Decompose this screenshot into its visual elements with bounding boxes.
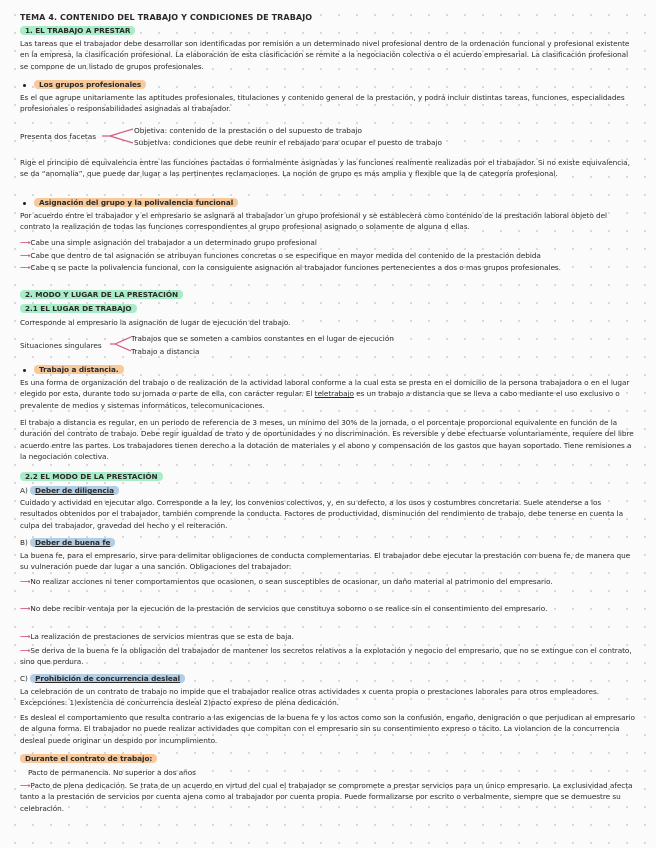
item-b-heading: B) Deber de buena fe	[20, 537, 638, 548]
s2-paragraph-2: Es una forma de organización del trabajo o de realización de la actividad laboral conforme a la cual esta se presta en el domicilio de la persona trabajadora o en el lugar elegido por esta, durante todo su jornada o parte de ella, con carácter regular. El teletrabajo es un trabajo a distancia que se lleva a cabo mediante el uso exclusivo o prevalente de medios y sistemas informáticos, telecomunicaciones.	[20, 378, 630, 410]
situacion-2: Trabajo a distancia	[131, 347, 200, 356]
item-b-arrow-2: ⟶No debe recibir ventaja por la ejecución de la prestación de servicios que constituya soborno o se realice sin el consentimiento del empresario.	[20, 604, 548, 613]
facetas-label: Presenta dos facetas	[20, 132, 97, 141]
faceta-objetiva: Objetiva: contenido de la prestación o del supuesto de trabajo	[134, 126, 362, 135]
arrow-icon: ⟶	[20, 646, 31, 655]
s1-paragraph-1: Las tareas que el trabajador debe desarrollar son identificadas por remisión a un determinado nivel profesional dentro de la ordenación funcional y profesional existente en la empresa, la clasificación profesional. La elaboración de esta clasificación se remite a la negociación colectiva o el acuerdo empresarial. La clasificación profesional se compone de un listado de grupos profesionales.	[20, 39, 630, 71]
item-a-heading: A) Deber de diligencia	[20, 485, 638, 496]
bullet-trabajo-distancia: Trabajo a distancia.	[20, 364, 638, 375]
bullet-dot	[23, 369, 26, 372]
arrow-item-2: ⟶Cabe que dentro de tal asignación se atribuyan funciones concretas o se especifique en mayor medida del contenido de la prestación debida	[20, 251, 541, 260]
arrow-icon: ⟶	[20, 604, 31, 613]
item-c-paragraph-2: Es desleal el comportamiento que resulta contrario a las exigencias de la buena fe y los actos como son la confusión, engaño, denigración o que perjudican al empresario de alguna forma. El trabajador no puede realizar actividades que compitan con el empresario sin su consentimiento expreso o tácito. La violancion de la concurrencia desleal puede originar un despido por incumplimiento.	[20, 713, 635, 745]
arrow-item-1: ⟶Cabe una simple asignación del trabajador a un determinado grupo profesional	[20, 238, 317, 247]
teletrabajo-term: teletrabajo	[314, 389, 354, 399]
section-2-heading: 2. MODO Y LUGAR DE LA PRESTACIÓN	[20, 289, 638, 300]
s1-paragraph-4: Por acuerdo entre el trabajador y el empresario se asignará al trabajador un grupo profesional y se establecerá como contenido de la prestación laboral objeto del contrato la realización de todas las funciones correspondientes al grupo profesional asignado o solamente de alguna d ellas.	[20, 211, 608, 232]
bullet-asignacion: Asignación del grupo y la polivalencia funcional	[20, 197, 638, 208]
item-b-paragraph: La buena fe, para el empresario, sirve para delimitar obligaciones de conducta complementarias. El trabajador debe ejecutar la prestación con buena fe, de manera que su vulneración puede dar lugar a una sanción. Obligaciones del trabajador:	[20, 551, 631, 572]
item-b-arrow-1: ⟶No realizar acciones ni tener comportamientos que ocasionen, o sean susceptibles de ocasionar, un daño material al patrimonio del empresario.	[20, 577, 553, 586]
s1-paragraph-3: Rige el principio de equivalencia entre las funciones pactadas o formalmente asignadas y las funciones realmente realizadas por el trabajador. Si no existe equivalencia, se da “anomalía”, que puede dar lugar a las pertinentes reclamaciones. La noción de grupo es más amplia y flexible que la de categoría profesional.	[20, 158, 630, 179]
situaciones-label: Situaciones singulares	[20, 341, 102, 350]
bracket-icon	[100, 125, 136, 151]
bullet-grupos: Los grupos profesionales	[20, 79, 638, 90]
arrow-icon: ⟶	[20, 781, 31, 790]
bullet-dot	[23, 84, 26, 87]
arrow-icon: ⟶	[20, 238, 31, 247]
situacion-1: Trabajos que se someten a cambios constantes en el lugar de ejecución	[131, 334, 394, 343]
item-a-paragraph: Cuidado y actividad en ejecutar algo. Corresponde a la ley, los convenios colectivos, y, en su defecto, a los usos y costumbres concretaria. Suele atenderse a los resultados obtenidos por el trabajador, también comprende la conducta. Factores de productividad, disminución del rendimiento de trabajo, debe tenerse en cuenta la culpa del trabajador, gravedad del hecho y el reiteración.	[20, 498, 624, 530]
durante-arrow-item: ⟶Pacto de plena dedicación. Se trata de un acuerdo en virtud del cual el trabajador se compromete a prestar servicios para un único empresario. La exclusividad afecta tanto a la prestación de servicios por cuenta ajena como al trabajador por cuenta propia. Puede formalizarse por escrito o verbalmente, siempre que se demuestre su celebración.	[20, 781, 633, 813]
arrow-icon: ⟶	[20, 251, 31, 260]
durante-heading: Durante el contrato de trabajo:	[20, 753, 638, 764]
faceta-subjetiva: Subjetiva: condiciones que debe reunir el rebajado para ocupar el puesto de trabajo	[134, 138, 442, 147]
item-c-heading: C) Prohibición de concurrencia desleal	[20, 673, 638, 684]
s2-paragraph-3: El trabajo a distancia es regular, en un periodo de referencia de 3 meses, un mínimo del 30% de la jornada, o el porcentaje proporcional equivalente en función de la duración del contrato de trabajo. Debe regir igualdad de trato y de oportunidades y no discriminación. Es reversible y debe efectuarse voluntariamente, requiere del libre acuerdo entre las partes. Los trabajadores tienen derecho a la dotación de materiales y el abono y compensación de los gastos que hayan soportado. Tiene remisiones a la negociación colectiva.	[20, 418, 634, 462]
page-title: TEMA 4. CONTENIDO DEL TRABAJO Y CONDICIONES DE TRABAJO	[20, 13, 313, 22]
item-b-arrow-4: ⟶Se deriva de la buena fe la obligación del trabajador de mantener los secretos relativos a la explotación y negocio del empresario, que no se extingue con el contrato, sino que perdura.	[20, 646, 632, 667]
s1-paragraph-2: Es el que agrupe unitariamente las aptitudes profesionales, titulaciones y contenido general de la prestación, y podrá incluir distintas tareas, funciones, especialidades profesionales o responsabilidades asignadas al trabajador.	[20, 93, 625, 114]
s2-paragraph-1: Corresponde al empresario la asignación de lugar de ejecución del trabajo.	[20, 318, 291, 327]
item-c-paragraph-1: La celebración de un contrato de trabajo no impide que el trabajador realice otras actividades x cuenta propia o prestaciones laborales para otros empleadores. Excepciones: 1)existencia de concurrencia desleal 2)pacto expreso de plena dedicación.	[20, 687, 599, 708]
bullet-dot	[23, 202, 26, 205]
section-1-heading: 1. EL TRABAJO A PRESTAR	[20, 25, 638, 36]
arrow-item-3: ⟶Cabe q se pacte la polivalencia funcional, con la consiguiente asignación al trabajador funciones pertenecientes a dos o mas grupos profesionales.	[20, 263, 561, 272]
durante-line-1: Pacto de permanencia. No superior a dos años	[28, 768, 196, 777]
item-b-arrow-3: ⟶La realización de prestaciones de servicios mientras que se esta de baja.	[20, 632, 294, 641]
arrow-icon: ⟶	[20, 632, 31, 641]
arrow-icon: ⟶	[20, 263, 31, 272]
arrow-icon: ⟶	[20, 577, 31, 586]
subsection-2-1-heading: 2.1 EL LUGAR DE TRABAJO	[20, 303, 638, 314]
subsection-2-2-heading: 2.2 EL MODO DE LA PRESTACIÓN	[20, 471, 638, 482]
